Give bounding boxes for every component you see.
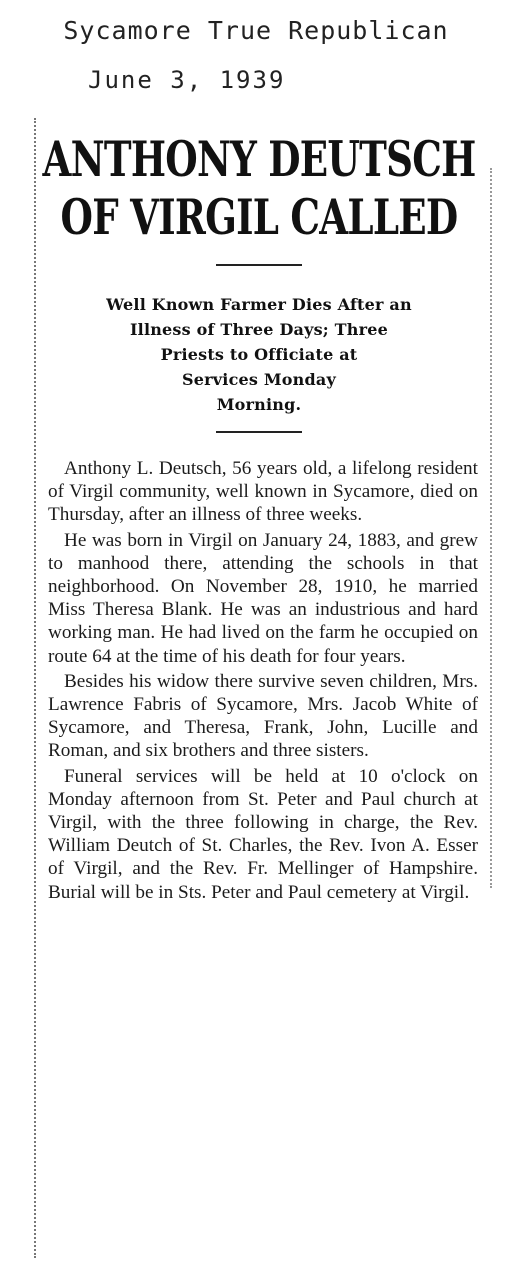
subheadline: [36, 292, 482, 417]
article-paragraph: Besides his widow there survive seven children, Mrs. Lawrence Fabris of Sycamore, Mrs. Jacob White of Sycamore, and Theresa, Frank, John, Lucille and Roman, and six brothers and three sisters.: [48, 670, 478, 762]
publication-name: Sycamore True Republican: [63, 16, 449, 45]
divider: [216, 264, 302, 266]
subhead-line: Services Monday: [182, 370, 336, 389]
publication-date: June 3, 1939: [88, 66, 286, 94]
subhead-line: Morning.: [216, 395, 302, 414]
subhead-line: Priests to Officiate at: [160, 345, 358, 364]
subhead-line: Illness of Three Days; Three: [129, 320, 388, 339]
headline: [36, 130, 481, 246]
article-paragraph: Funeral services will be held at 10 o'clock on Monday afternoon from St. Peter and Paul church at Virgil, with the three following in charge, the Rev. William Deutch of St. Charles, the Rev. Ivon A. Esser of Virgil, and the Rev. Fr. Mellinger of Hampshire. Burial will be in Sts. Peter and Paul cemetery at Virgil.: [48, 765, 478, 903]
divider: [216, 431, 302, 433]
article-paragraph: He was born in Virgil on January 24, 1883, and grew to manhood there, attending the schools in that neighborhood. On November 28, 1910, he married Miss Theresa Blank. He was an industrious and hard working man. He had lived on the farm he occupied on route 64 at the time of his death for four years.: [48, 529, 478, 667]
subhead-line: Well Known Farmer Dies After an: [106, 295, 412, 314]
newspaper-clipping: [34, 118, 482, 1258]
headline-line-1: ANTHONY DEUTSCH: [42, 130, 476, 188]
headline-line-2: OF VIRGIL CALLED: [60, 188, 458, 246]
article-paragraph: Anthony L. Deutsch, 56 years old, a lifelong resident of Virgil community, well known in Sycamore, died on Thursday, after an illness of three weeks.: [48, 458, 478, 526]
article-body: [36, 457, 482, 904]
